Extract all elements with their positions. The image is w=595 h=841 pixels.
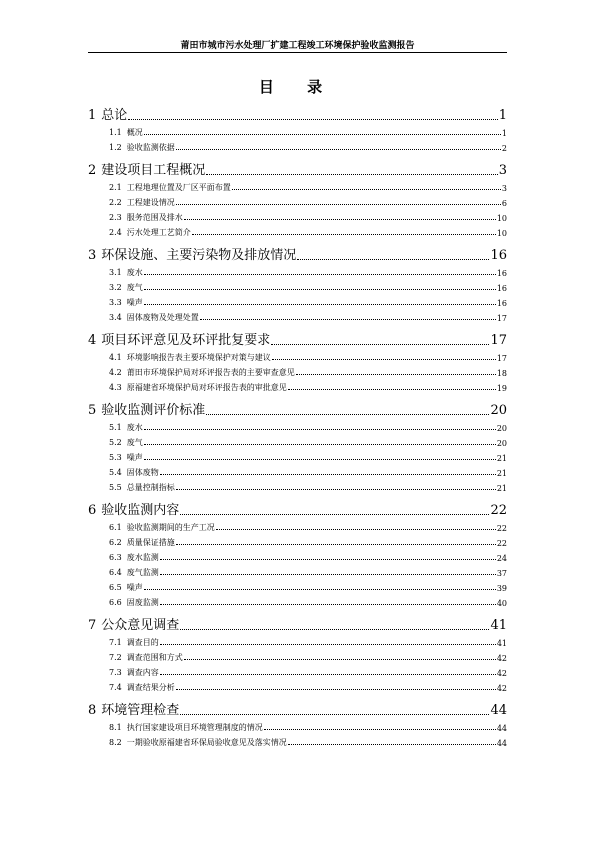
section-number: 1 (88, 108, 97, 123)
section-page-number: 16 (490, 248, 507, 263)
subsection-title: 污水处理工艺简介 (126, 228, 191, 237)
dot-leader (264, 729, 496, 730)
subsection-title: 噪声 (126, 298, 143, 307)
subsection-number: 5.3 (109, 453, 122, 462)
toc-subsection-heading (109, 227, 191, 238)
subsection-number: 6.4 (109, 568, 122, 577)
subsection-page-number: 20 (496, 424, 507, 433)
toc-subsection-row (88, 123, 507, 138)
dot-leader (297, 259, 489, 260)
toc-subsection-heading (109, 537, 175, 548)
subsection-number: 7.2 (109, 653, 122, 662)
subsection-page-number: 37 (496, 569, 507, 578)
dot-leader (288, 389, 496, 390)
subsection-page-number: 42 (496, 669, 507, 678)
subsection-number: 3.4 (109, 313, 122, 322)
subsection-page-number: 10 (496, 214, 507, 223)
subsection-title: 废气 (126, 438, 143, 447)
subsection-number: 5.1 (109, 423, 122, 432)
toc-subsection-heading (109, 737, 287, 748)
dot-leader (176, 204, 501, 205)
toc-section-row (88, 238, 507, 263)
toc-section-heading (88, 159, 205, 178)
dot-leader (296, 374, 496, 375)
section-title: 验收监测评价标准 (101, 403, 206, 418)
subsection-title: 噪声 (126, 453, 143, 462)
dot-leader (144, 459, 496, 460)
subsection-title: 总量控制指标 (126, 483, 175, 492)
subsection-title: 废气监测 (126, 568, 159, 577)
toc-section-heading (88, 104, 127, 123)
toc-subsection-heading (109, 482, 175, 493)
subsection-title: 调查内容 (126, 668, 159, 677)
subsection-number: 2.1 (109, 183, 122, 192)
dot-leader (216, 529, 496, 530)
section-number: 4 (88, 333, 97, 348)
section-page-number: 1 (498, 108, 507, 123)
subsection-page-number: 21 (496, 454, 507, 463)
subsection-title: 环境影响报告表主要环境保护对策与建议 (126, 353, 271, 362)
section-number: 8 (88, 703, 97, 718)
section-number: 3 (88, 248, 97, 263)
subsection-page-number: 22 (496, 524, 507, 533)
toc-subsection-heading (109, 682, 175, 693)
section-title: 建设项目工程概况 (101, 163, 206, 178)
subsection-title: 废气 (126, 283, 143, 292)
toc-subsection-heading (109, 312, 199, 323)
toc-subsection-row (88, 263, 507, 278)
subsection-number: 3.2 (109, 283, 122, 292)
toc-section-heading (88, 329, 270, 348)
toc-subsection-heading (109, 652, 183, 663)
subsection-page-number: 2 (501, 144, 507, 153)
toc-subsection-row (88, 433, 507, 448)
toc-subsection-heading (109, 522, 215, 533)
subsection-title: 废水 (126, 268, 143, 277)
toc-subsection-row (88, 418, 507, 433)
toc-subsection-heading (109, 452, 143, 463)
subsection-number: 8.1 (109, 723, 122, 732)
subsection-page-number: 16 (496, 269, 507, 278)
subsection-title: 一期验收原福建省环保局验收意见及落实情况 (126, 738, 287, 747)
toc-subsection-row (88, 678, 507, 693)
subsection-page-number: 19 (496, 384, 507, 393)
subsection-title: 原福建省环境保护局对环评报告表的审批意见 (126, 383, 287, 392)
subsection-page-number: 44 (496, 724, 507, 733)
dot-leader (160, 559, 496, 560)
subsection-number: 8.2 (109, 738, 122, 747)
subsection-title: 工程地理位置及厂区平面布置 (126, 183, 231, 192)
dot-leader (206, 414, 489, 415)
toc-subsection-heading (109, 422, 143, 433)
subsection-page-number: 10 (496, 229, 507, 238)
subsection-number: 2.3 (109, 213, 122, 222)
subsection-number: 1.2 (109, 143, 122, 152)
toc-subsection-heading (109, 282, 143, 293)
dot-leader (206, 174, 497, 175)
subsection-page-number: 17 (496, 314, 507, 323)
subsection-page-number: 39 (496, 584, 507, 593)
dot-leader (180, 714, 489, 715)
subsection-title: 质量保证措施 (126, 538, 175, 547)
subsection-title: 固废监测 (126, 598, 159, 607)
subsection-page-number: 42 (496, 684, 507, 693)
toc-section-heading (88, 499, 179, 518)
toc-subsection-row (88, 533, 507, 548)
toc-subsection-row (88, 208, 507, 223)
dot-leader (144, 429, 496, 430)
toc-subsection-heading (109, 382, 287, 393)
section-title: 环保设施、主要污染物及排放情况 (101, 248, 297, 263)
subsection-page-number: 42 (496, 654, 507, 663)
subsection-number: 1.1 (109, 128, 122, 137)
toc-subsection-heading (109, 597, 159, 608)
subsection-title: 验收监测期间的生产工况 (126, 523, 215, 532)
toc-subsection-row (88, 633, 507, 648)
toc-section-row (88, 693, 507, 718)
dot-leader (180, 514, 489, 515)
toc-subsection-row (88, 308, 507, 323)
subsection-title: 服务范围及排水 (126, 213, 183, 222)
subsection-number: 5.4 (109, 468, 122, 477)
section-number: 5 (88, 403, 97, 418)
subsection-number: 7.1 (109, 638, 122, 647)
subsection-page-number: 1 (501, 129, 507, 138)
dot-leader (160, 674, 496, 675)
toc-subsection-heading (109, 437, 143, 448)
dot-leader (288, 744, 496, 745)
subsection-number: 5.2 (109, 438, 122, 447)
subsection-number: 6.1 (109, 523, 122, 532)
section-title: 验收监测内容 (101, 503, 180, 518)
running-header: 莆田市城市污水处理厂扩建工程竣工环境保护验收监测报告 (180, 41, 415, 51)
subsection-number: 6.2 (109, 538, 122, 547)
subsection-number: 4.1 (109, 353, 122, 362)
section-page-number: 3 (498, 163, 507, 178)
toc-subsection-row (88, 293, 507, 308)
toc-subsection-heading (109, 552, 159, 563)
dot-leader (200, 319, 496, 320)
toc-subsection-row (88, 193, 507, 208)
toc-section-row (88, 323, 507, 348)
toc-subsection-row (88, 178, 507, 193)
table-of-contents (88, 98, 507, 748)
dot-leader (144, 289, 496, 290)
toc-subsection-row (88, 223, 507, 238)
dot-leader (184, 659, 496, 660)
dot-leader (144, 134, 501, 135)
toc-subsection-heading (109, 212, 183, 223)
dot-leader (180, 629, 489, 630)
subsection-page-number: 3 (501, 184, 507, 193)
toc-subsection-heading (109, 722, 263, 733)
subsection-number: 7.3 (109, 668, 122, 677)
section-page-number: 44 (490, 703, 507, 718)
subsection-title: 概况 (126, 128, 143, 137)
toc-subsection-row (88, 478, 507, 493)
toc-subsection-heading (109, 142, 175, 153)
subsection-number: 6.3 (109, 553, 122, 562)
subsection-title: 执行国家建设项目环境管理制度的情况 (126, 723, 263, 732)
subsection-page-number: 18 (496, 369, 507, 378)
subsection-page-number: 41 (496, 639, 507, 648)
dot-leader (184, 219, 496, 220)
dot-leader (192, 234, 496, 235)
subsection-number: 3.3 (109, 298, 122, 307)
section-number: 7 (88, 618, 97, 633)
dot-leader (176, 689, 496, 690)
subsection-page-number: 20 (496, 439, 507, 448)
toc-subsection-heading (109, 352, 271, 363)
toc-subsection-heading (109, 197, 175, 208)
header-rule (88, 52, 507, 53)
toc-section-row (88, 608, 507, 633)
toc-subsection-row (88, 138, 507, 153)
subsection-number: 2.2 (109, 198, 122, 207)
toc-section-row (88, 493, 507, 518)
subsection-number: 7.4 (109, 683, 122, 692)
subsection-title: 调查范围和方式 (126, 653, 183, 662)
section-page-number: 17 (490, 333, 507, 348)
toc-subsection-row (88, 363, 507, 378)
subsection-title: 工程建设情况 (126, 198, 175, 207)
dot-leader (144, 444, 496, 445)
subsection-page-number: 6 (501, 199, 507, 208)
toc-subsection-row (88, 378, 507, 393)
toc-subsection-row (88, 448, 507, 463)
toc-section-row (88, 98, 507, 123)
subsection-page-number: 21 (496, 484, 507, 493)
subsection-title: 噪声 (126, 583, 143, 592)
subsection-page-number: 16 (496, 284, 507, 293)
toc-section-heading (88, 614, 179, 633)
toc-subsection-heading (109, 127, 143, 138)
dot-leader (271, 344, 489, 345)
toc-subsection-row (88, 563, 507, 578)
toc-subsection-heading (109, 467, 159, 478)
toc-subsection-row (88, 278, 507, 293)
section-page-number: 22 (490, 503, 507, 518)
subsection-title: 验收监测依据 (126, 143, 175, 152)
dot-leader (232, 189, 501, 190)
subsection-number: 5.5 (109, 483, 122, 492)
dot-leader (144, 304, 496, 305)
toc-section-row (88, 153, 507, 178)
subsection-number: 3.1 (109, 268, 122, 277)
dot-leader (176, 489, 496, 490)
toc-subsection-heading (109, 297, 143, 308)
toc-section-heading (88, 699, 179, 718)
subsection-page-number: 24 (496, 554, 507, 563)
subsection-number: 2.4 (109, 228, 122, 237)
subsection-number: 6.5 (109, 583, 122, 592)
toc-section-heading (88, 244, 296, 263)
toc-subsection-heading (109, 267, 143, 278)
section-number: 6 (88, 503, 97, 518)
section-number: 2 (88, 163, 97, 178)
toc-subsection-row (88, 733, 507, 748)
subsection-page-number: 16 (496, 299, 507, 308)
dot-leader (272, 359, 496, 360)
section-page-number: 20 (490, 403, 507, 418)
dot-leader (144, 589, 496, 590)
subsection-page-number: 40 (496, 599, 507, 608)
toc-subsection-heading (109, 582, 143, 593)
toc-subsection-heading (109, 182, 231, 193)
dot-leader (144, 274, 496, 275)
section-page-number: 41 (490, 618, 507, 633)
toc-subsection-row (88, 578, 507, 593)
toc-subsection-row (88, 718, 507, 733)
toc-subsection-heading (109, 567, 159, 578)
subsection-title: 调查目的 (126, 638, 159, 647)
subsection-page-number: 22 (496, 539, 507, 548)
subsection-title: 废水 (126, 423, 143, 432)
subsection-title: 调查结果分析 (126, 683, 175, 692)
toc-subsection-heading (109, 367, 295, 378)
dot-leader (128, 119, 497, 120)
subsection-title: 固体废物 (126, 468, 159, 477)
toc-subsection-row (88, 663, 507, 678)
toc-subsection-row (88, 518, 507, 533)
toc-subsection-heading (109, 667, 159, 678)
section-title: 总论 (101, 108, 128, 123)
subsection-number: 6.6 (109, 598, 122, 607)
dot-leader (160, 604, 496, 605)
dot-leader (160, 644, 496, 645)
dot-leader (176, 544, 496, 545)
toc-subsection-row (88, 463, 507, 478)
dot-leader (160, 574, 496, 575)
toc-section-heading (88, 399, 205, 418)
subsection-page-number: 44 (496, 739, 507, 748)
section-title: 公众意见调查 (101, 618, 180, 633)
section-title: 环境管理检查 (101, 703, 180, 718)
subsection-title: 莆田市环境保护局对环评报告表的主要审查意见 (126, 368, 295, 377)
section-title: 项目环评意见及环评批复要求 (101, 333, 271, 348)
dot-leader (160, 474, 496, 475)
subsection-title: 废水监测 (126, 553, 159, 562)
toc-title: 目 录 (258, 78, 337, 96)
toc-subsection-row (88, 593, 507, 608)
subsection-number: 4.2 (109, 368, 122, 377)
toc-subsection-heading (109, 637, 159, 648)
subsection-page-number: 21 (496, 469, 507, 478)
toc-subsection-row (88, 348, 507, 363)
subsection-number: 4.3 (109, 383, 122, 392)
dot-leader (176, 149, 501, 150)
subsection-page-number: 17 (496, 354, 507, 363)
subsection-title: 固体废物及处理处置 (126, 313, 199, 322)
toc-subsection-row (88, 548, 507, 563)
toc-section-row (88, 393, 507, 418)
toc-subsection-row (88, 648, 507, 663)
